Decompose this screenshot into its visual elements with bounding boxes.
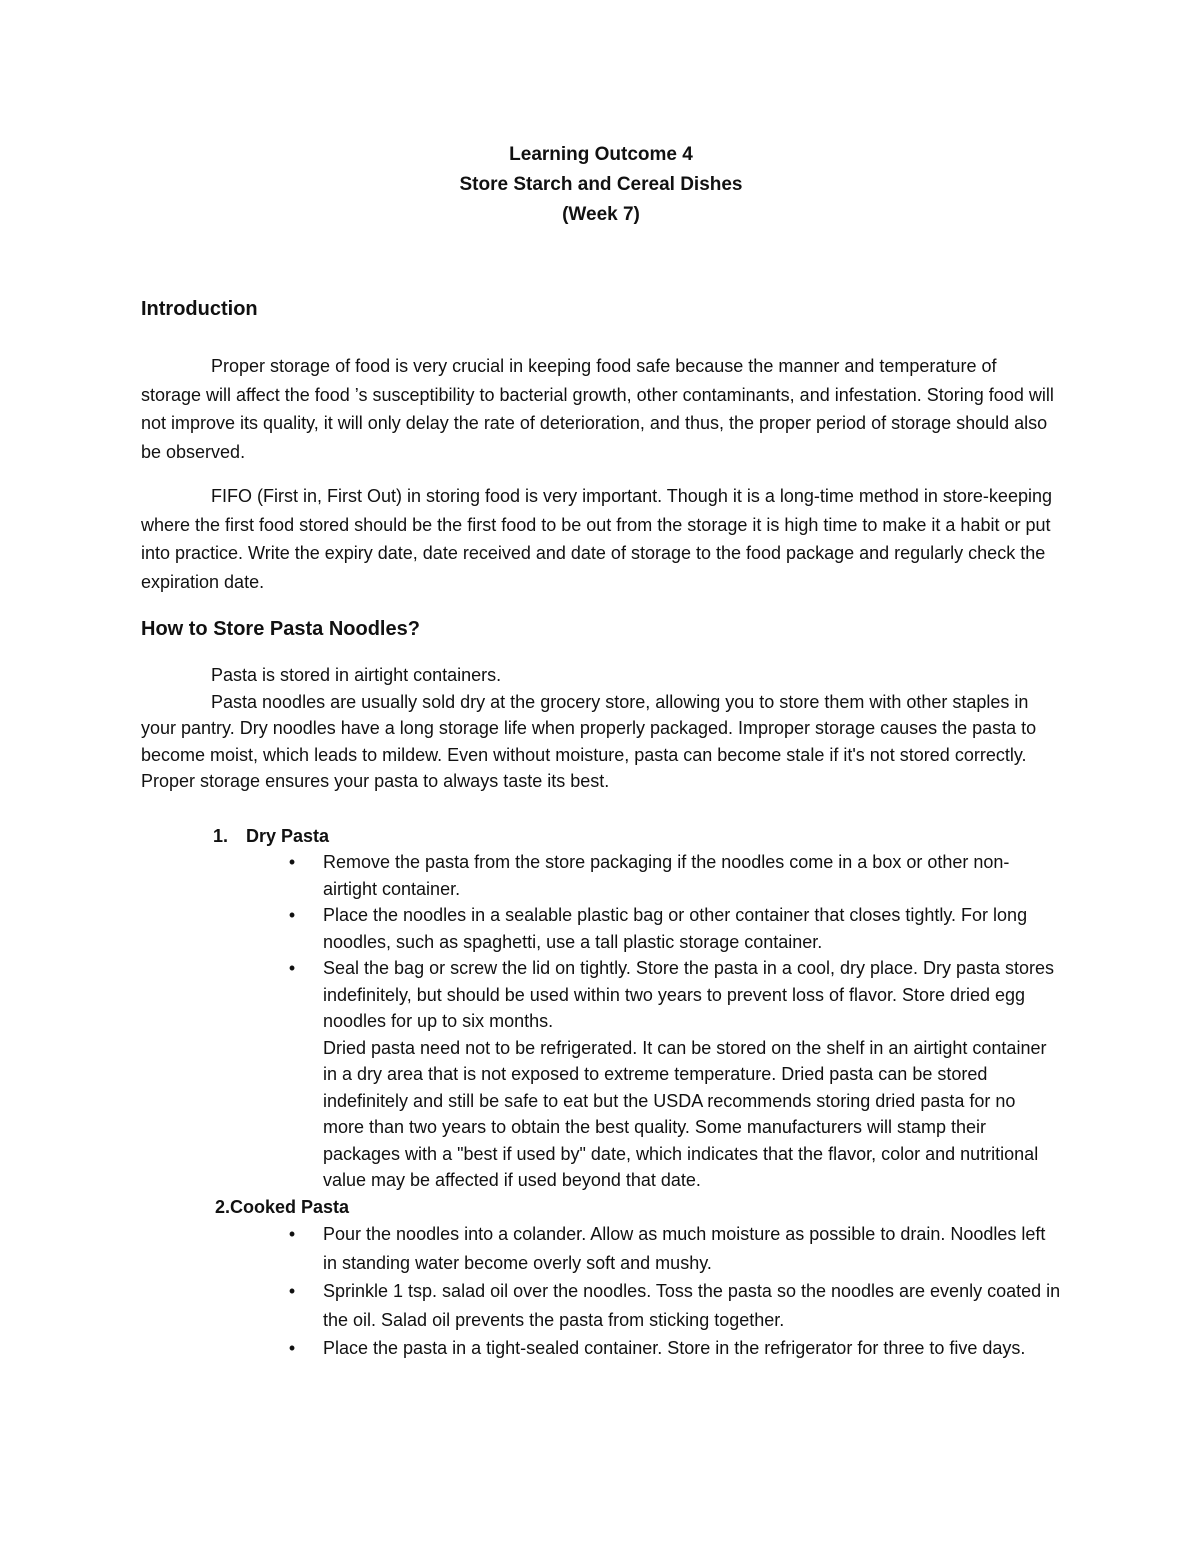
bullet-icon: • xyxy=(288,905,296,925)
list-item xyxy=(141,1334,1061,1363)
title-line-1: Learning Outcome 4 xyxy=(509,144,693,165)
list-item-text: Place the noodles in a sealable plastic bag or other container that closes tightly. For long noodles, such as spaghetti, use a tall plastic storage container. xyxy=(323,905,1028,952)
title-line-3: (Week 7) xyxy=(562,204,640,225)
document-title xyxy=(141,140,1061,230)
document-body xyxy=(141,140,1061,1363)
list-item-text: Seal the bag or screw the lid on tightly. Store the pasta in a cool, dry place. Dry pasta stores indefinitely, but should be used within two years to prevent loss of flavor. Store dried egg noodles for up to six months. xyxy=(323,958,1055,1031)
cooked-pasta-list xyxy=(141,1220,1061,1363)
bullet-icon: • xyxy=(288,852,296,872)
bullet-icon: • xyxy=(288,958,296,978)
dry-pasta-heading xyxy=(141,823,1061,850)
dry-pasta-title: Dry Pasta xyxy=(246,825,330,846)
dry-pasta-note: Dried pasta need not to be refrigerated. It can be stored on the shelf in an airtight container in a dry area that is not exposed to extreme temperature. Dried pasta can be stored indefinitely and still be safe to eat but the USDA recommends storing dried pasta for no more than two years to obtain the best quality. Some manufacturers will stamp their packages with a "best if used by" date, which indicates that the flavor, color and nutritional value may be affected if used beyond that date. xyxy=(323,1037,1047,1190)
introduction-paragraph-1: Proper storage of food is very crucial in keeping food safe because the manner and temperature of storage will affect the food ’s susceptibility to bacterial growth, other contaminants, and infestation. Storing food will not improve its quality, it will only delay the rate of deterioration, and thus, the proper period of storage should also be observed. xyxy=(141,356,1054,462)
list-item-text: Pour the noodles into a colander. Allow as much moisture as possible to drain. Noodles left in standing water become overly soft and mushy. xyxy=(323,1224,1046,1273)
pasta-storage-heading: How to Store Pasta Noodles? xyxy=(141,618,420,640)
list-item xyxy=(141,1220,1061,1277)
list-item-text: Sprinkle 1 tsp. salad oil over the noodles. Toss the pasta so the noodles are evenly coated in the oil. Salad oil prevents the pasta from sticking together. xyxy=(323,1281,1061,1330)
bullet-icon: • xyxy=(288,1224,296,1244)
title-line-2: Store Starch and Cereal Dishes xyxy=(459,174,743,195)
list-item xyxy=(141,955,1061,1194)
list-item xyxy=(141,902,1061,955)
list-item xyxy=(141,849,1061,902)
bullet-icon: • xyxy=(288,1281,296,1301)
list-item xyxy=(141,1277,1061,1334)
cooked-pasta-heading: 2.Cooked Pasta xyxy=(215,1196,350,1217)
pasta-storage-text xyxy=(141,662,1061,795)
pasta-storage-line: Pasta is stored in airtight containers. xyxy=(211,665,502,685)
bullet-icon: • xyxy=(288,1338,296,1358)
dry-pasta-list xyxy=(141,849,1061,1194)
pasta-storage-paragraph: Pasta noodles are usually sold dry at the grocery store, allowing you to store them with other staples in your pantry. Dry noodles have a long storage life when properly packaged. Improper storage causes the pasta to become moist, which leads to mildew. Even without moisture, pasta can become stale if it's not stored correctly. Proper storage ensures your pasta to always taste its best. xyxy=(141,691,1037,791)
dry-pasta-number: 1. xyxy=(213,825,229,846)
list-item-text: Remove the pasta from the store packaging if the noodles come in a box or other non-airtight container. xyxy=(323,852,1010,899)
introduction-paragraph-2: FIFO (First in, First Out) in storing food is very important. Though it is a long-time method in store-keeping where the first food stored should be the first food to be out from the storage it is high time to make it a habit or put into practice. Write the expiry date, date received and date of storage to the food package and regularly check the expiration date. xyxy=(141,486,1052,592)
list-item-text: Place the pasta in a tight-sealed container. Store in the refrigerator for three to five days. xyxy=(323,1338,1026,1358)
introduction-heading: Introduction xyxy=(141,298,258,320)
